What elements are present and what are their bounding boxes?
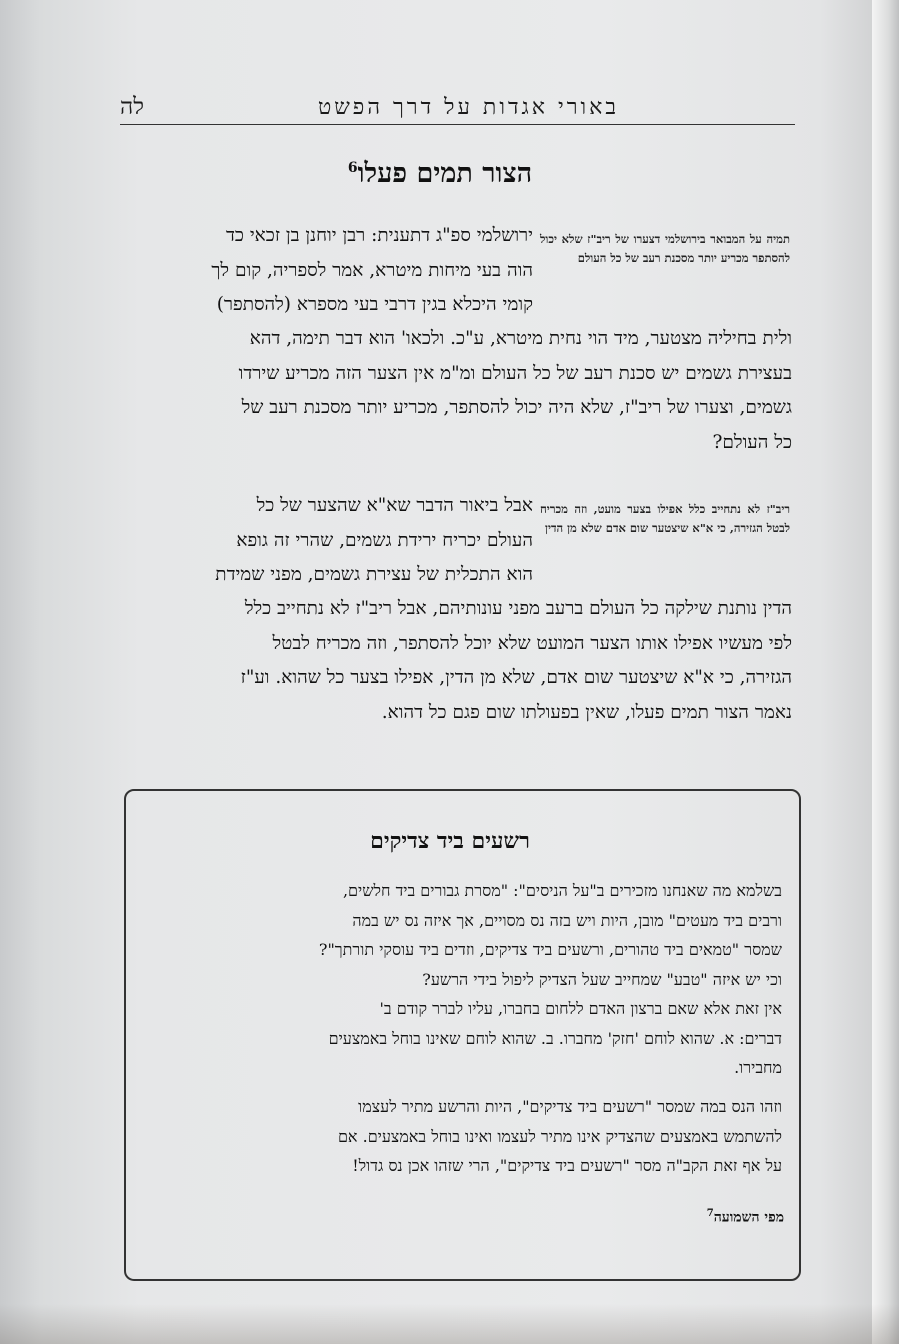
footnote-mark: 7 xyxy=(706,1208,714,1219)
text-line: לפי מעשיו אפילו אותו הצער המועט שלא יוכל להסתפר, וזה מכריח לבטל xyxy=(272,632,792,654)
text-line: הדין נותנת שילקה כל העולם ברעב מפני עונותיהם, אבל ריב"ז לא נתחייב כלל xyxy=(244,598,792,619)
text-line: וכי יש איזה "טבע" שמחייב שעל הצדיק ליפול בידי הרשע? xyxy=(422,969,782,989)
page-number: לה xyxy=(120,94,144,120)
text-line: ירושלמי ספ"ג דתענית: רבן יוחנן בן זכאי כד xyxy=(226,225,533,246)
running-header xyxy=(120,94,795,125)
page-shadow xyxy=(0,1304,899,1344)
paragraph-intro-full xyxy=(115,322,792,460)
running-title: באורי אגדות על דרך הפשט xyxy=(317,95,619,120)
text-line: ורבים ביד מעטים" מובן, היות ויש בזה נס מסויים, אך איזה נס יש במה xyxy=(352,910,782,930)
text-line: אבל ביאור הדבר שא"א שהצער של כל xyxy=(256,495,533,516)
text-line: העולם יכריח ירידת גשמים, שהרי זה גופא xyxy=(236,529,533,551)
box-paragraph xyxy=(150,876,782,994)
page-edge xyxy=(872,0,899,1344)
paragraph-intro-top xyxy=(145,219,533,323)
text-line: נאמר הצור תמים פעלו, שאין בפעולתו שום פגם כל דהוא. xyxy=(381,701,792,723)
text-line: כל העולם? xyxy=(712,431,792,453)
text-line: על אף זאת הקב"ה מסר "רשעים ביד צדיקים", הרי שזהו אכן נס גדול! xyxy=(352,1156,782,1175)
section-title xyxy=(300,158,580,189)
text-line: דברים: א. שהוא לוחם 'חזק' מחברו. ב. שהוא לוחם שאינו בוחל באמצעים xyxy=(328,1028,782,1048)
paragraph-explanation-top xyxy=(125,489,533,593)
paragraph-explanation-full xyxy=(115,592,792,730)
text-line: הוא התכלית של עצירת גשמים, מפני שמידת xyxy=(215,564,533,585)
text-line: הוה בעי מיחות מיטרא, אמר לספריה, קום לך xyxy=(211,259,533,281)
text-line: בעצירת גשמים יש סכנת רעב של כל העולם ומ"מ אין הצער הזה מכריע שירדו xyxy=(238,362,792,384)
text-line: ולית בחיליה מצטער, מיד הוי נחית מיטרא, ע"כ. ולכאו' הוא דבר תימה, דהא xyxy=(249,328,792,349)
text-line: הגזירה, כי א"א שיצטער שום אדם, שלא מן הדין, אפילו בצער כל שהוא. וע"ז xyxy=(240,667,792,688)
text-line: אין זאת אלא שאם ברצון האדם ללחום בחברו, עליו לברר קודם ב' xyxy=(379,999,782,1018)
text-line: גשמים, וצערו של ריב"ז, שלא היה יכול להסתפר, מכריע יותר מסכנת רעב של xyxy=(241,397,792,418)
footnote-mark: 6 xyxy=(347,160,358,176)
box-paragraph xyxy=(150,994,782,1083)
text-line: להשתמש באמצעים שהצדיק אינו מתיר לעצמו ואינו בוחל באמצעים. אם xyxy=(337,1126,782,1146)
text-line: מחבירו. xyxy=(734,1058,782,1077)
text-line: בשלמא מה שאנחנו מזכירים ב"על הניסים": "מסרת גבורים ביד חלשים, xyxy=(342,881,782,900)
margin-note: ריב"ז לא נתחייב כלל אפילו בצער מועט, וזה מכריח לבטל הגזירה, כי א"א שיצטער שום אדם שלא מן הדין xyxy=(540,502,790,535)
box-paragraph xyxy=(150,1092,782,1181)
text-line: קומי היכלא בגין דרבי בעי מספרא (להסתפר) xyxy=(216,294,533,315)
section-title-text: הצור תמים פעלו xyxy=(357,158,533,189)
box-title: רשעים ביד צדיקים xyxy=(370,828,530,854)
text-line: שמסר "טמאים ביד טהורים, ורשעים ביד צדיקים, וזדים ביד עוסקי תורתך"? xyxy=(318,940,782,959)
signature-text: מפי השמועה xyxy=(713,1209,784,1226)
margin-note: תמיה על המבואר בירושלמי דצערו של ריב"ז שלא יכול להסתפר מכריע יותר מסכנת רעב של כל העולם xyxy=(540,232,790,265)
text-line: וזהו הנס במה שמסר "רשעים ביד צדיקים", היות והרשע מתיר לעצמו xyxy=(358,1097,782,1116)
box-signature xyxy=(707,1208,784,1227)
